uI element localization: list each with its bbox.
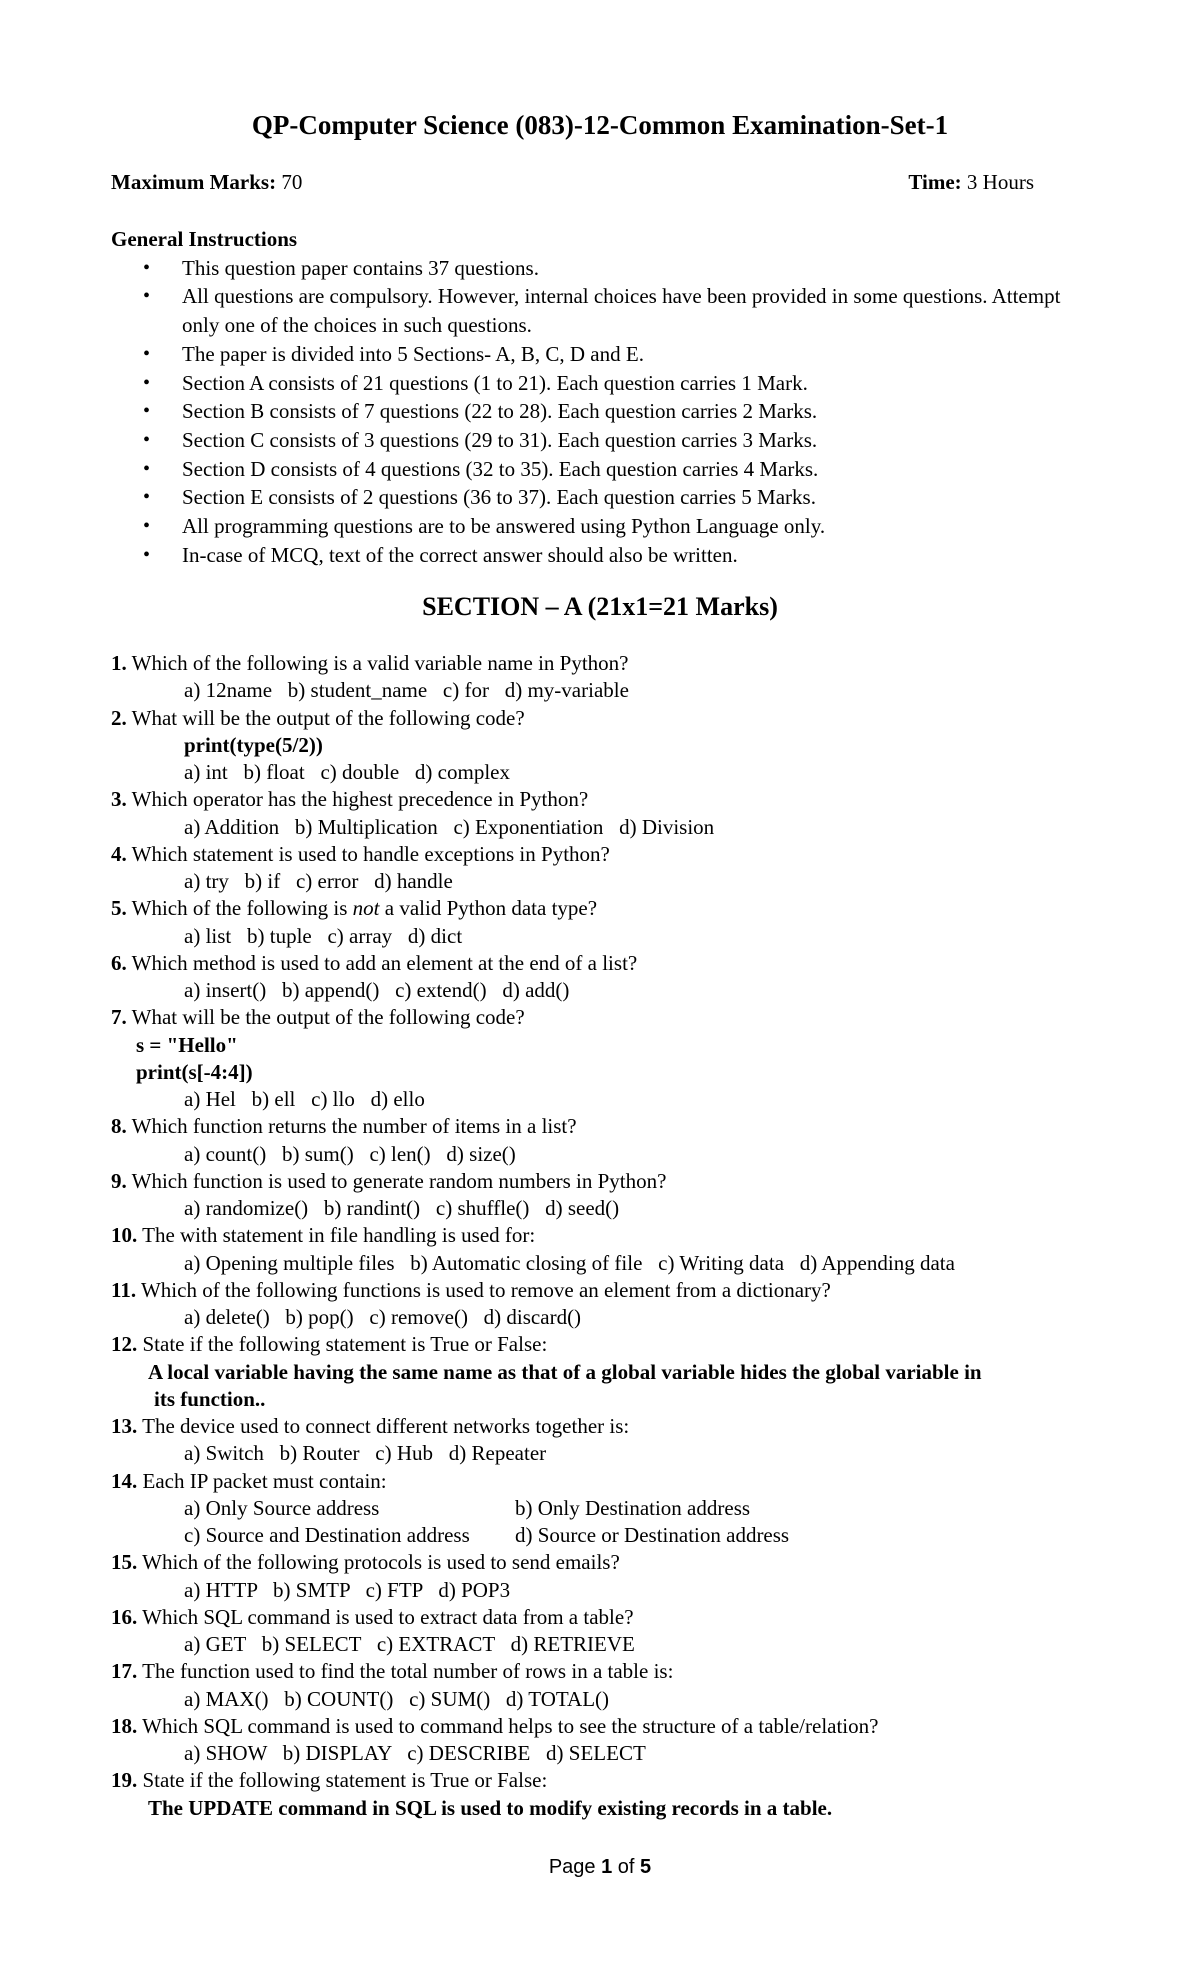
question-emphasis: not [352, 896, 380, 921]
question-statement-continued: its function.. [154, 1386, 266, 1411]
question-number: 3. [111, 787, 127, 812]
question-options: a) insert() b) append() c) extend() d) add() [184, 978, 570, 1002]
question-options: a) randomize() b) randint() c) shuffle() d) seed() [184, 1196, 620, 1220]
question-15 [111, 1549, 1101, 1604]
instruction-item: • All questions are compulsory. However, internal choices have been provided in some questions. Attempt only one of the choices in such questions. [111, 282, 1101, 339]
question-number: 13. [111, 1414, 138, 1438]
question-14 [111, 1468, 1101, 1550]
question-text: Which of the following is a valid variable name in Python? [126, 651, 629, 675]
general-instructions [111, 225, 1101, 569]
question-16 [111, 1604, 1101, 1659]
option-c: c) Source and Destination address [184, 1523, 470, 1547]
question-7 [111, 1004, 1101, 1113]
of-label: of [617, 1856, 635, 1878]
question-number: 6. [111, 950, 127, 975]
question-options: a) Switch b) Router c) Hub d) Repeater [184, 1441, 547, 1466]
question-17 [111, 1658, 1101, 1713]
instructions-list [111, 254, 1101, 570]
question-text: a valid Python data type? [379, 896, 598, 921]
instruction-item: • This question paper contains 37 questions. [111, 254, 1101, 283]
max-marks-value: 70 [281, 170, 303, 194]
question-text: Which SQL command is used to extract data from a table? [137, 1604, 634, 1629]
question-3 [111, 786, 1101, 841]
code-line: print(type(5/2)) [184, 732, 323, 757]
time-allowed [908, 170, 1034, 195]
page-number: 1 [601, 1856, 613, 1878]
instruction-item: • Section A consists of 21 questions (1 to 21). Each question carries 1 Mark. [111, 369, 1101, 398]
instruction-item: • In-case of MCQ, text of the correct answer should also be written. [111, 541, 1101, 570]
question-number: 18. [111, 1713, 138, 1738]
question-options: a) GET b) SELECT c) EXTRACT d) RETRIEVE [184, 1632, 635, 1656]
question-options: a) list b) tuple c) array d) dict [184, 923, 463, 948]
question-number: 4. [111, 841, 127, 866]
question-number: 12. [111, 1332, 138, 1357]
max-marks-label: Maximum Marks: [111, 170, 277, 194]
question-4 [111, 841, 1101, 896]
question-number: 16. [111, 1604, 138, 1629]
option-a: a) Only Source address [184, 1495, 380, 1520]
question-number: 9. [111, 1168, 127, 1193]
question-options: a) Hel b) ell c) llo d) ello [184, 1087, 425, 1111]
question-text: Which of the following is [126, 896, 353, 921]
question-text: Which operator has the highest precedence in Python? [126, 787, 589, 812]
question-text: Which method is used to add an element at the end of a list? [126, 950, 638, 975]
question-options: a) SHOW b) DISPLAY c) DESCRIBE d) SELECT [184, 1741, 646, 1765]
question-8 [111, 1113, 1101, 1168]
question-options: a) 12name b) student_name c) for d) my-variable [184, 678, 629, 703]
section-a-heading: SECTION – A (21x1=21 Marks) [422, 592, 778, 621]
question-number: 10. [111, 1223, 138, 1248]
question-10 [111, 1222, 1101, 1277]
question-1 [111, 650, 1101, 705]
instruction-item: • Section D consists of 4 questions (32 to 35). Each question carries 4 Marks. [111, 455, 1101, 484]
question-text: Which statement is used to handle exceptions in Python? [126, 841, 610, 866]
instruction-item: • Section E consists of 2 questions (36 to 37). Each question carries 5 Marks. [111, 483, 1101, 512]
instruction-item: • All programming questions are to be answered using Python Language only. [111, 512, 1101, 541]
time-value: 3 Hours [966, 170, 1034, 194]
question-2 [111, 705, 1101, 787]
question-text: Which function is used to generate random numbers in Python? [126, 1168, 667, 1193]
question-text: The function used to find the total number of rows in a table is: [137, 1659, 674, 1684]
question-number: 1. [111, 651, 127, 675]
question-text: What will be the output of the following code? [126, 705, 525, 730]
question-13 [111, 1413, 1101, 1468]
question-statement: The UPDATE command in SQL is used to modify existing records in a table. [148, 1795, 833, 1820]
page-label: Page [548, 1856, 596, 1878]
question-number: 17. [111, 1659, 138, 1684]
page-footer [0, 1856, 1200, 1879]
question-11 [111, 1277, 1101, 1332]
question-options: a) HTTP b) SMTP c) FTP d) POP3 [184, 1577, 511, 1602]
question-19 [111, 1767, 1101, 1822]
time-label: Time: [908, 170, 962, 194]
code-line: s = "Hello" [136, 1032, 238, 1057]
instruction-item: • The paper is divided into 5 Sections- A, B, C, D and E. [111, 340, 1101, 369]
question-number: 7. [111, 1005, 127, 1030]
question-text: Which SQL command is used to command helps to see the structure of a table/relation? [137, 1713, 879, 1738]
question-options: a) Addition b) Multiplication c) Exponentiation d) Division [184, 814, 715, 839]
question-options: a) int b) float c) double d) complex [184, 760, 510, 784]
question-text: The device used to connect different networks together is: [137, 1414, 630, 1438]
question-text: State if the following statement is True or False: [137, 1332, 548, 1357]
question-12 [111, 1331, 1101, 1413]
question-text: Which function returns the number of items in a list? [126, 1114, 577, 1139]
exam-meta [111, 170, 1034, 195]
question-9 [111, 1168, 1101, 1223]
question-options: a) MAX() b) COUNT() c) SUM() d) TOTAL() [184, 1686, 610, 1711]
question-number: 2. [111, 705, 127, 730]
question-text: Which of the following protocols is used to send emails? [137, 1550, 620, 1575]
question-number: 15. [111, 1550, 138, 1575]
question-options: a) delete() b) pop() c) remove() d) discard() [184, 1305, 582, 1329]
code-line: print(s[-4:4]) [136, 1059, 253, 1084]
question-options: a) count() b) sum() c) len() d) size() [184, 1141, 516, 1166]
question-number: 5. [111, 896, 127, 921]
instruction-item: • Section B consists of 7 questions (22 to 28). Each question carries 2 Marks. [111, 397, 1101, 426]
question-18 [111, 1713, 1101, 1768]
instructions-heading: General Instructions [111, 227, 298, 251]
question-options-grid [111, 1495, 1101, 1550]
question-number: 19. [111, 1768, 138, 1793]
question-number: 8. [111, 1114, 127, 1139]
question-text: The with statement in file handling is used for: [137, 1223, 536, 1248]
option-d: d) Source or Destination address [515, 1523, 790, 1547]
question-text: What will be the output of the following code? [126, 1005, 525, 1030]
question-number: 14. [111, 1468, 138, 1493]
option-b: b) Only Destination address [515, 1495, 751, 1520]
max-marks [111, 170, 302, 195]
question-5 [111, 895, 1101, 950]
question-options: a) Opening multiple files b) Automatic closing of file c) Writing data d) Appending data [184, 1250, 955, 1275]
question-list [111, 650, 1101, 1822]
question-number: 11. [111, 1277, 137, 1302]
page-total: 5 [640, 1856, 652, 1878]
question-6 [111, 950, 1101, 1005]
question-text: Which of the following functions is used to remove an element from a dictionary? [136, 1277, 831, 1302]
paper-title: QP-Computer Science (083)-12-Common Examination-Set-1 [251, 110, 949, 140]
question-options: a) try b) if c) error d) handle [184, 869, 453, 893]
question-text: State if the following statement is True or False: [137, 1768, 548, 1793]
question-text: Each IP packet must contain: [137, 1468, 387, 1493]
instruction-item: • Section C consists of 3 questions (29 to 31). Each question carries 3 Marks. [111, 426, 1101, 455]
question-statement: A local variable having the same name as that of a global variable hides the global variable in [148, 1359, 982, 1384]
